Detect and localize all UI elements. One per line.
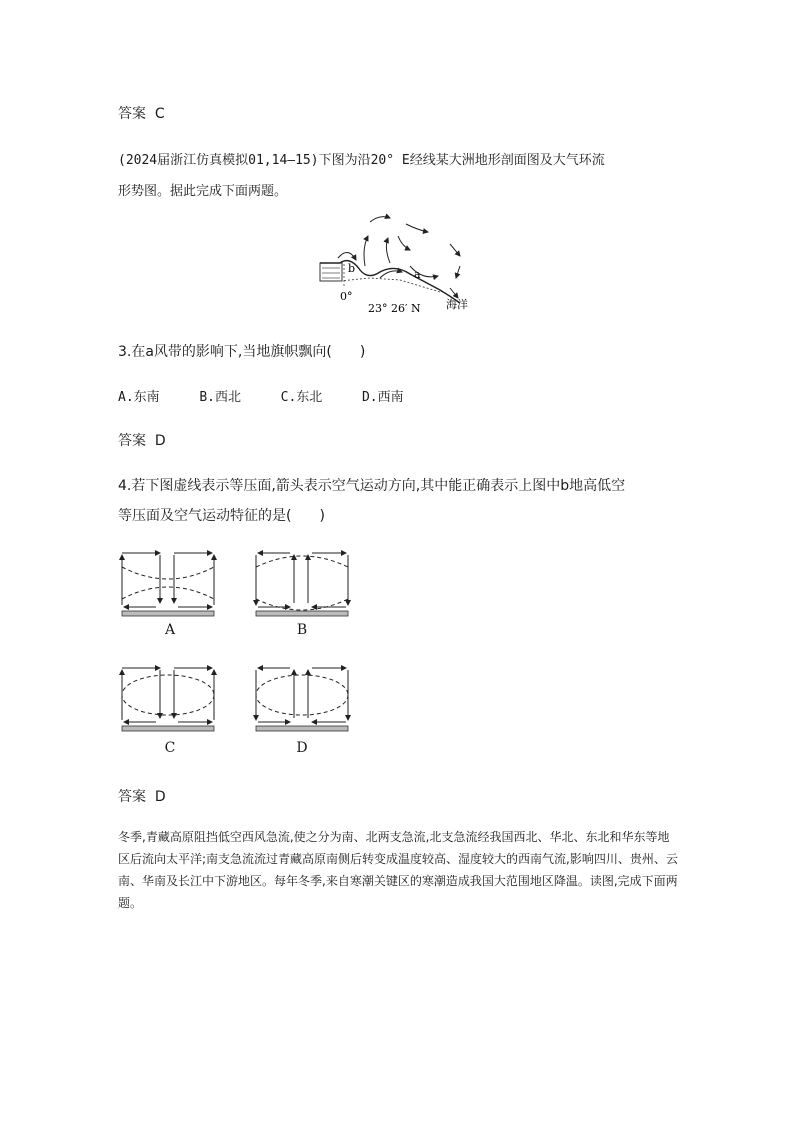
option-b: B.西北 — [199, 390, 241, 405]
label-latitude: 23° 26′ N — [368, 302, 421, 315]
terrain-circulation-figure — [310, 208, 500, 318]
answer-2 — [118, 430, 166, 450]
isobar-diagram-b — [250, 545, 354, 619]
label-zero-degree: 0° — [340, 290, 353, 303]
isobar-diagram-a — [116, 545, 220, 619]
answer-label: 答案 — [118, 106, 146, 122]
answer-1 — [118, 103, 165, 123]
isobar-diagram-c — [116, 660, 220, 734]
label-ocean: 海洋 — [446, 298, 468, 311]
option-d: D.西南 — [361, 390, 404, 405]
intro-line-1: (2024届浙江仿真模拟01,14—15)下图为沿20° E经线某大洲地形剖面图及大气环流 — [118, 153, 605, 168]
passage-text: 冬季,青藏高原阻挡低空西风急流,使之分为南、北两支急流,北支急流经我国西北、华北、东北和华东等地区后流向太平洋;南支急流流过青藏高原南侧后转变成温度较高、湿度较大的西南气流,影响四川、贵州、云南、华南及长江中下游地区。每年冬季,来自寒潮关键区的寒潮造成我国大范围地区降温。读图,完成下面两题。 — [118, 830, 678, 910]
isobar-diagram-d — [250, 660, 354, 734]
answer-label: 答案 — [118, 789, 146, 805]
diagram-label-c: C — [164, 740, 176, 756]
question-4-line-2: 等压面及空气运动特征的是( ) — [118, 508, 325, 524]
label-a: a — [414, 268, 421, 281]
answer-value: D — [154, 789, 166, 805]
answer-label: 答案 — [118, 433, 146, 449]
answer-value: C — [154, 106, 165, 122]
label-b: b — [348, 262, 356, 275]
diagram-label-b: B — [296, 622, 308, 638]
intro-line-2: 形势图。据此完成下面两题。 — [118, 184, 288, 199]
option-a: A.东南 — [118, 390, 160, 405]
question-4-line-1: 4.若下图虚线表示等压面,箭头表示空气运动方向,其中能正确表示上图中b地高低空 — [118, 478, 626, 494]
answer-value: D — [154, 433, 166, 449]
question-3-options — [118, 386, 404, 405]
diagram-label-a: A — [164, 622, 176, 638]
option-c: C.东北 — [280, 390, 323, 405]
question-3-stem: 3.在a风带的影响下,当地旗帜飘向( ) — [118, 344, 366, 360]
answer-3 — [118, 786, 166, 806]
diagram-label-d: D — [296, 740, 308, 756]
